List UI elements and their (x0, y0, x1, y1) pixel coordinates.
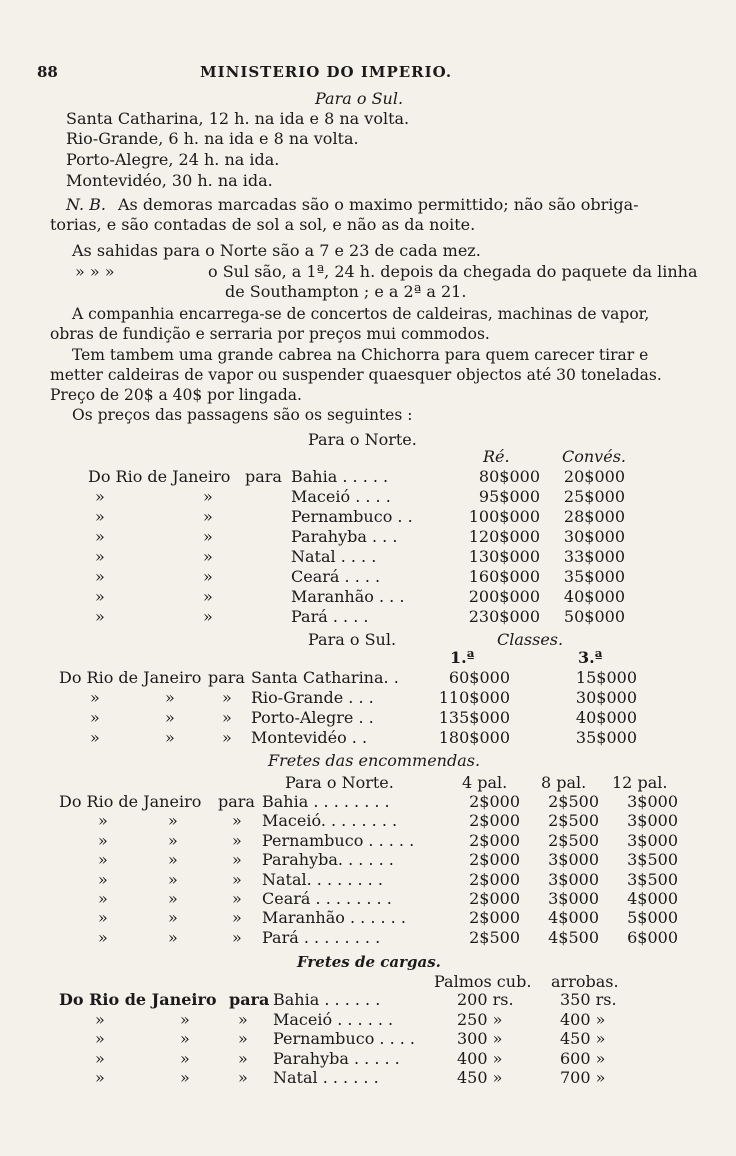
fare-re: 100$000 (468, 507, 540, 526)
ditto-mark: » (98, 908, 108, 928)
fare-conves: 33$000 (563, 547, 625, 566)
ditto-mark: » (90, 728, 100, 747)
ditto-mark: » (238, 1009, 248, 1029)
ditto-mark: » (95, 1029, 105, 1048)
row-para: para (245, 467, 282, 486)
freight-arrobas: 400 » (560, 1009, 606, 1029)
fare-re: 95$000 (478, 487, 540, 506)
intro-line: Porto-Alegre, 24 h. na ida. (66, 150, 280, 169)
freight-4-pal: 2$000 (469, 908, 520, 928)
ditto-mark: » (98, 850, 108, 870)
ditto-mark: » (203, 587, 213, 606)
ditto-mark: » (95, 1068, 105, 1087)
ditto-mark: » (232, 927, 242, 947)
row-destination: Pernambuco . . (291, 507, 413, 526)
freight-12-pal: 3$500 (627, 850, 678, 870)
ditto-mark: » (232, 908, 242, 928)
row-destination: Natal . . . . (291, 547, 377, 566)
ditto-mark: » (95, 1048, 105, 1068)
fare-third-class: 40$000 (575, 708, 637, 727)
ditto-mark: » (232, 830, 242, 850)
row-destination: Natal. . . . . . . . (262, 869, 383, 889)
freight-arrobas: 450 » (560, 1029, 606, 1048)
ditto-mark: » (180, 1048, 190, 1068)
ditto-mark: » (95, 1009, 105, 1029)
ditto-mark: » (238, 1048, 248, 1068)
freight-8-pal: 2$500 (548, 830, 599, 850)
ditto-mark: » (222, 708, 232, 727)
fare-third-class: 35$000 (575, 728, 637, 747)
paragraph-line: Tem tambem uma grande cabrea na Chichorra para quem carecer tirar e (72, 346, 649, 364)
paragraph-line: A companhia encarrega-se de concertos de caldeiras, machinas de vapor, (72, 305, 650, 323)
freight-12-pal: 6$000 (627, 927, 678, 947)
column-header-palmos: Palmos cub. (434, 972, 532, 991)
row-destination: Pará . . . . (291, 607, 369, 626)
freight-8-pal: 2$500 (548, 792, 599, 811)
row-origin: Do Rio de Janeiro (88, 467, 231, 486)
freight-4-pal: 2$500 (469, 927, 520, 947)
column-header-conves: Convés. (562, 447, 626, 466)
row-destination: Bahia . . . . . . . . (262, 792, 390, 811)
fare-re: 200$000 (468, 587, 540, 606)
freight-4-pal: 2$000 (469, 792, 520, 811)
fare-re: 230$000 (468, 607, 540, 626)
ditto-mark: » (180, 1029, 190, 1048)
freight-palmos: 450 » (457, 1068, 503, 1087)
row-destination: Pernambuco . . . . . (262, 830, 415, 850)
row-destination: Maranhão . . . . . . (262, 908, 406, 928)
ditto-mark: » (203, 607, 213, 626)
column-header-12pal: 12 pal. (612, 773, 668, 792)
subhead-para-o-sul: Para o Sul. (315, 89, 404, 108)
row-destination: Maceió . . . . . . (273, 1009, 394, 1029)
section-heading: Fretes de cargas. (297, 953, 441, 971)
freight-12-pal: 3$000 (627, 792, 678, 811)
column-header-8pal: 8 pal. (541, 773, 587, 792)
ditto-mark: » (180, 1068, 190, 1087)
row-destination: Ceará . . . . . . . . (262, 889, 392, 908)
row-destination: Maranhão . . . (291, 587, 405, 606)
fare-conves: 25$000 (563, 487, 625, 506)
freight-8-pal: 4$000 (548, 908, 599, 928)
fare-conves: 30$000 (563, 527, 625, 546)
row-destination: Parahyba . . . . . (273, 1048, 400, 1068)
freight-arrobas: 700 » (560, 1068, 606, 1087)
freight-arrobas: 600 » (560, 1048, 606, 1068)
freight-12-pal: 4$000 (627, 889, 678, 908)
ditto-mark: » (165, 688, 175, 707)
freight-palmos: 300 » (457, 1029, 503, 1048)
fare-conves: 40$000 (563, 587, 625, 606)
ditto-mark: » (98, 889, 108, 908)
fare-re: 120$000 (468, 527, 540, 546)
column-header-3a: 3.ª (578, 648, 603, 667)
row-destination: Pará . . . . . . . . (262, 927, 381, 947)
paragraph-line: obras de fundição e serraria por preços mui commodos. (50, 325, 490, 343)
fare-first-class: 60$000 (448, 668, 510, 687)
ditto-mark: » (168, 869, 178, 889)
running-title: MINISTERIO DO IMPERIO. (200, 63, 453, 81)
ditto-mark: » (165, 728, 175, 747)
freight-12-pal: 5$000 (627, 908, 678, 928)
fare-first-class: 110$000 (438, 688, 510, 707)
ditto-mark: » (222, 728, 232, 747)
freight-12-pal: 3$000 (627, 830, 678, 850)
ditto-mark: » (90, 708, 100, 727)
row-origin: Do Rio de Janeiro (59, 792, 202, 811)
sahidas-line: o Sul são, a 1ª, 24 h. depois da chegada do paquete da linha (208, 262, 698, 281)
section-heading: Fretes das encommendas. (268, 751, 481, 770)
row-destination: Montevidéo . . (251, 728, 368, 747)
ditto-mark: » (98, 830, 108, 850)
note-line: torias, e são contadas de sol a sol, e não as da noite. (50, 215, 476, 234)
row-para: para (229, 990, 270, 1009)
row-destination: Rio-Grande . . . (251, 688, 374, 707)
sahidas-line: de Southampton ; e a 2ª a 21. (225, 282, 467, 301)
freight-palmos: 250 » (457, 1009, 503, 1029)
ditto-mark: » (95, 507, 105, 526)
ditto-mark: » (238, 1068, 248, 1087)
ditto-mark: » (95, 587, 105, 606)
sub-heading: Para o Norte. (285, 773, 394, 792)
freight-8-pal: 3$000 (548, 869, 599, 889)
fare-conves: 20$000 (563, 467, 625, 486)
row-destination: Maceió. . . . . . . . (262, 811, 398, 831)
freight-palmos: 400 » (457, 1048, 503, 1068)
ditto-mark: » (95, 607, 105, 626)
ditto-mark: » (180, 1009, 190, 1029)
note-line: As demoras marcadas são o maximo permittido; não são obriga- (118, 195, 639, 214)
row-destination: Maceió . . . . (291, 487, 391, 506)
freight-4-pal: 2$000 (469, 869, 520, 889)
row-destination: Bahia . . . . . . (273, 990, 381, 1009)
paragraph-line: Os preços das passagens são os seguintes : (72, 406, 413, 424)
fare-conves: 50$000 (563, 607, 625, 626)
fare-re: 160$000 (468, 567, 540, 586)
freight-palmos: 200 rs. (457, 990, 514, 1009)
ditto-mark: » (168, 830, 178, 850)
paragraph-line: metter caldeiras de vapor ou suspender quaesquer objectos até 30 toneladas. (50, 366, 662, 384)
fare-first-class: 135$000 (438, 708, 510, 727)
ditto-mark: » (95, 547, 105, 566)
freight-8-pal: 4$500 (548, 927, 599, 947)
sahidas-line: As sahidas para o Norte são a 7 e 23 de cada mez. (72, 241, 481, 260)
note-label: N. B. (66, 195, 106, 214)
ditto-mark: » (232, 811, 242, 831)
row-destination: Parahyba. . . . . . (262, 850, 394, 870)
fare-conves: 35$000 (563, 567, 625, 586)
ditto-marks: » » » (75, 262, 115, 281)
ditto-mark: » (168, 927, 178, 947)
freight-4-pal: 2$000 (469, 850, 520, 870)
fare-conves: 28$000 (563, 507, 625, 526)
row-destination: Parahyba . . . (291, 527, 398, 546)
ditto-mark: » (232, 850, 242, 870)
freight-arrobas: 350 rs. (560, 990, 617, 1009)
ditto-mark: » (222, 688, 232, 707)
ditto-mark: » (203, 547, 213, 566)
freight-4-pal: 2$000 (469, 830, 520, 850)
row-para: para (218, 792, 255, 811)
freight-8-pal: 2$500 (548, 811, 599, 831)
section-heading: Para o Sul. (308, 630, 397, 649)
column-header-4pal: 4 pal. (462, 773, 508, 792)
ditto-mark: » (232, 889, 242, 908)
fare-re: 130$000 (468, 547, 540, 566)
ditto-mark: » (98, 927, 108, 947)
row-origin: Do Rio de Janeiro (59, 668, 202, 687)
paragraph-line: Preço de 20$ a 40$ por lingada. (50, 386, 302, 404)
column-header-classes: Classes. (497, 630, 564, 649)
fare-third-class: 15$000 (575, 668, 637, 687)
ditto-mark: » (168, 889, 178, 908)
freight-8-pal: 3$000 (548, 850, 599, 870)
ditto-mark: » (95, 527, 105, 546)
ditto-mark: » (238, 1029, 248, 1048)
freight-8-pal: 3$000 (548, 889, 599, 908)
intro-line: Santa Catharina, 12 h. na ida e 8 na volta. (66, 109, 410, 128)
freight-4-pal: 2$000 (469, 889, 520, 908)
ditto-mark: » (203, 567, 213, 586)
page-number: 88 (37, 63, 58, 81)
row-destination: Porto-Alegre . . (251, 708, 374, 727)
row-destination: Santa Catharina. . (251, 668, 399, 687)
intro-line: Montevidéo, 30 h. na ida. (66, 171, 273, 190)
ditto-mark: » (168, 850, 178, 870)
freight-12-pal: 3$000 (627, 811, 678, 831)
row-destination: Ceará . . . . (291, 567, 381, 586)
intro-line: Rio-Grande, 6 h. na ida e 8 na volta. (66, 129, 359, 148)
ditto-mark: » (98, 869, 108, 889)
ditto-mark: » (90, 688, 100, 707)
row-destination: Bahia . . . . . (291, 467, 389, 486)
ditto-mark: » (232, 869, 242, 889)
row-origin: Do Rio de Janeiro (59, 990, 217, 1009)
ditto-mark: » (98, 811, 108, 831)
ditto-mark: » (165, 708, 175, 727)
fare-re: 80$000 (478, 467, 540, 486)
column-header-1a: 1.ª (450, 648, 475, 667)
ditto-mark: » (95, 567, 105, 586)
section-heading: Para o Norte. (308, 430, 417, 449)
row-destination: Natal . . . . . . (273, 1068, 379, 1087)
ditto-mark: » (203, 527, 213, 546)
ditto-mark: » (168, 811, 178, 831)
ditto-mark: » (203, 487, 213, 506)
row-destination: Pernambuco . . . . (273, 1029, 416, 1048)
fare-third-class: 30$000 (575, 688, 637, 707)
freight-12-pal: 3$500 (627, 869, 678, 889)
row-para: para (208, 668, 245, 687)
ditto-mark: » (168, 908, 178, 928)
ditto-mark: » (95, 487, 105, 506)
fare-first-class: 180$000 (438, 728, 510, 747)
column-header-re: Ré. (483, 447, 510, 466)
column-header-arrobas: arrobas. (551, 972, 619, 991)
ditto-mark: » (203, 507, 213, 526)
freight-4-pal: 2$000 (469, 811, 520, 831)
